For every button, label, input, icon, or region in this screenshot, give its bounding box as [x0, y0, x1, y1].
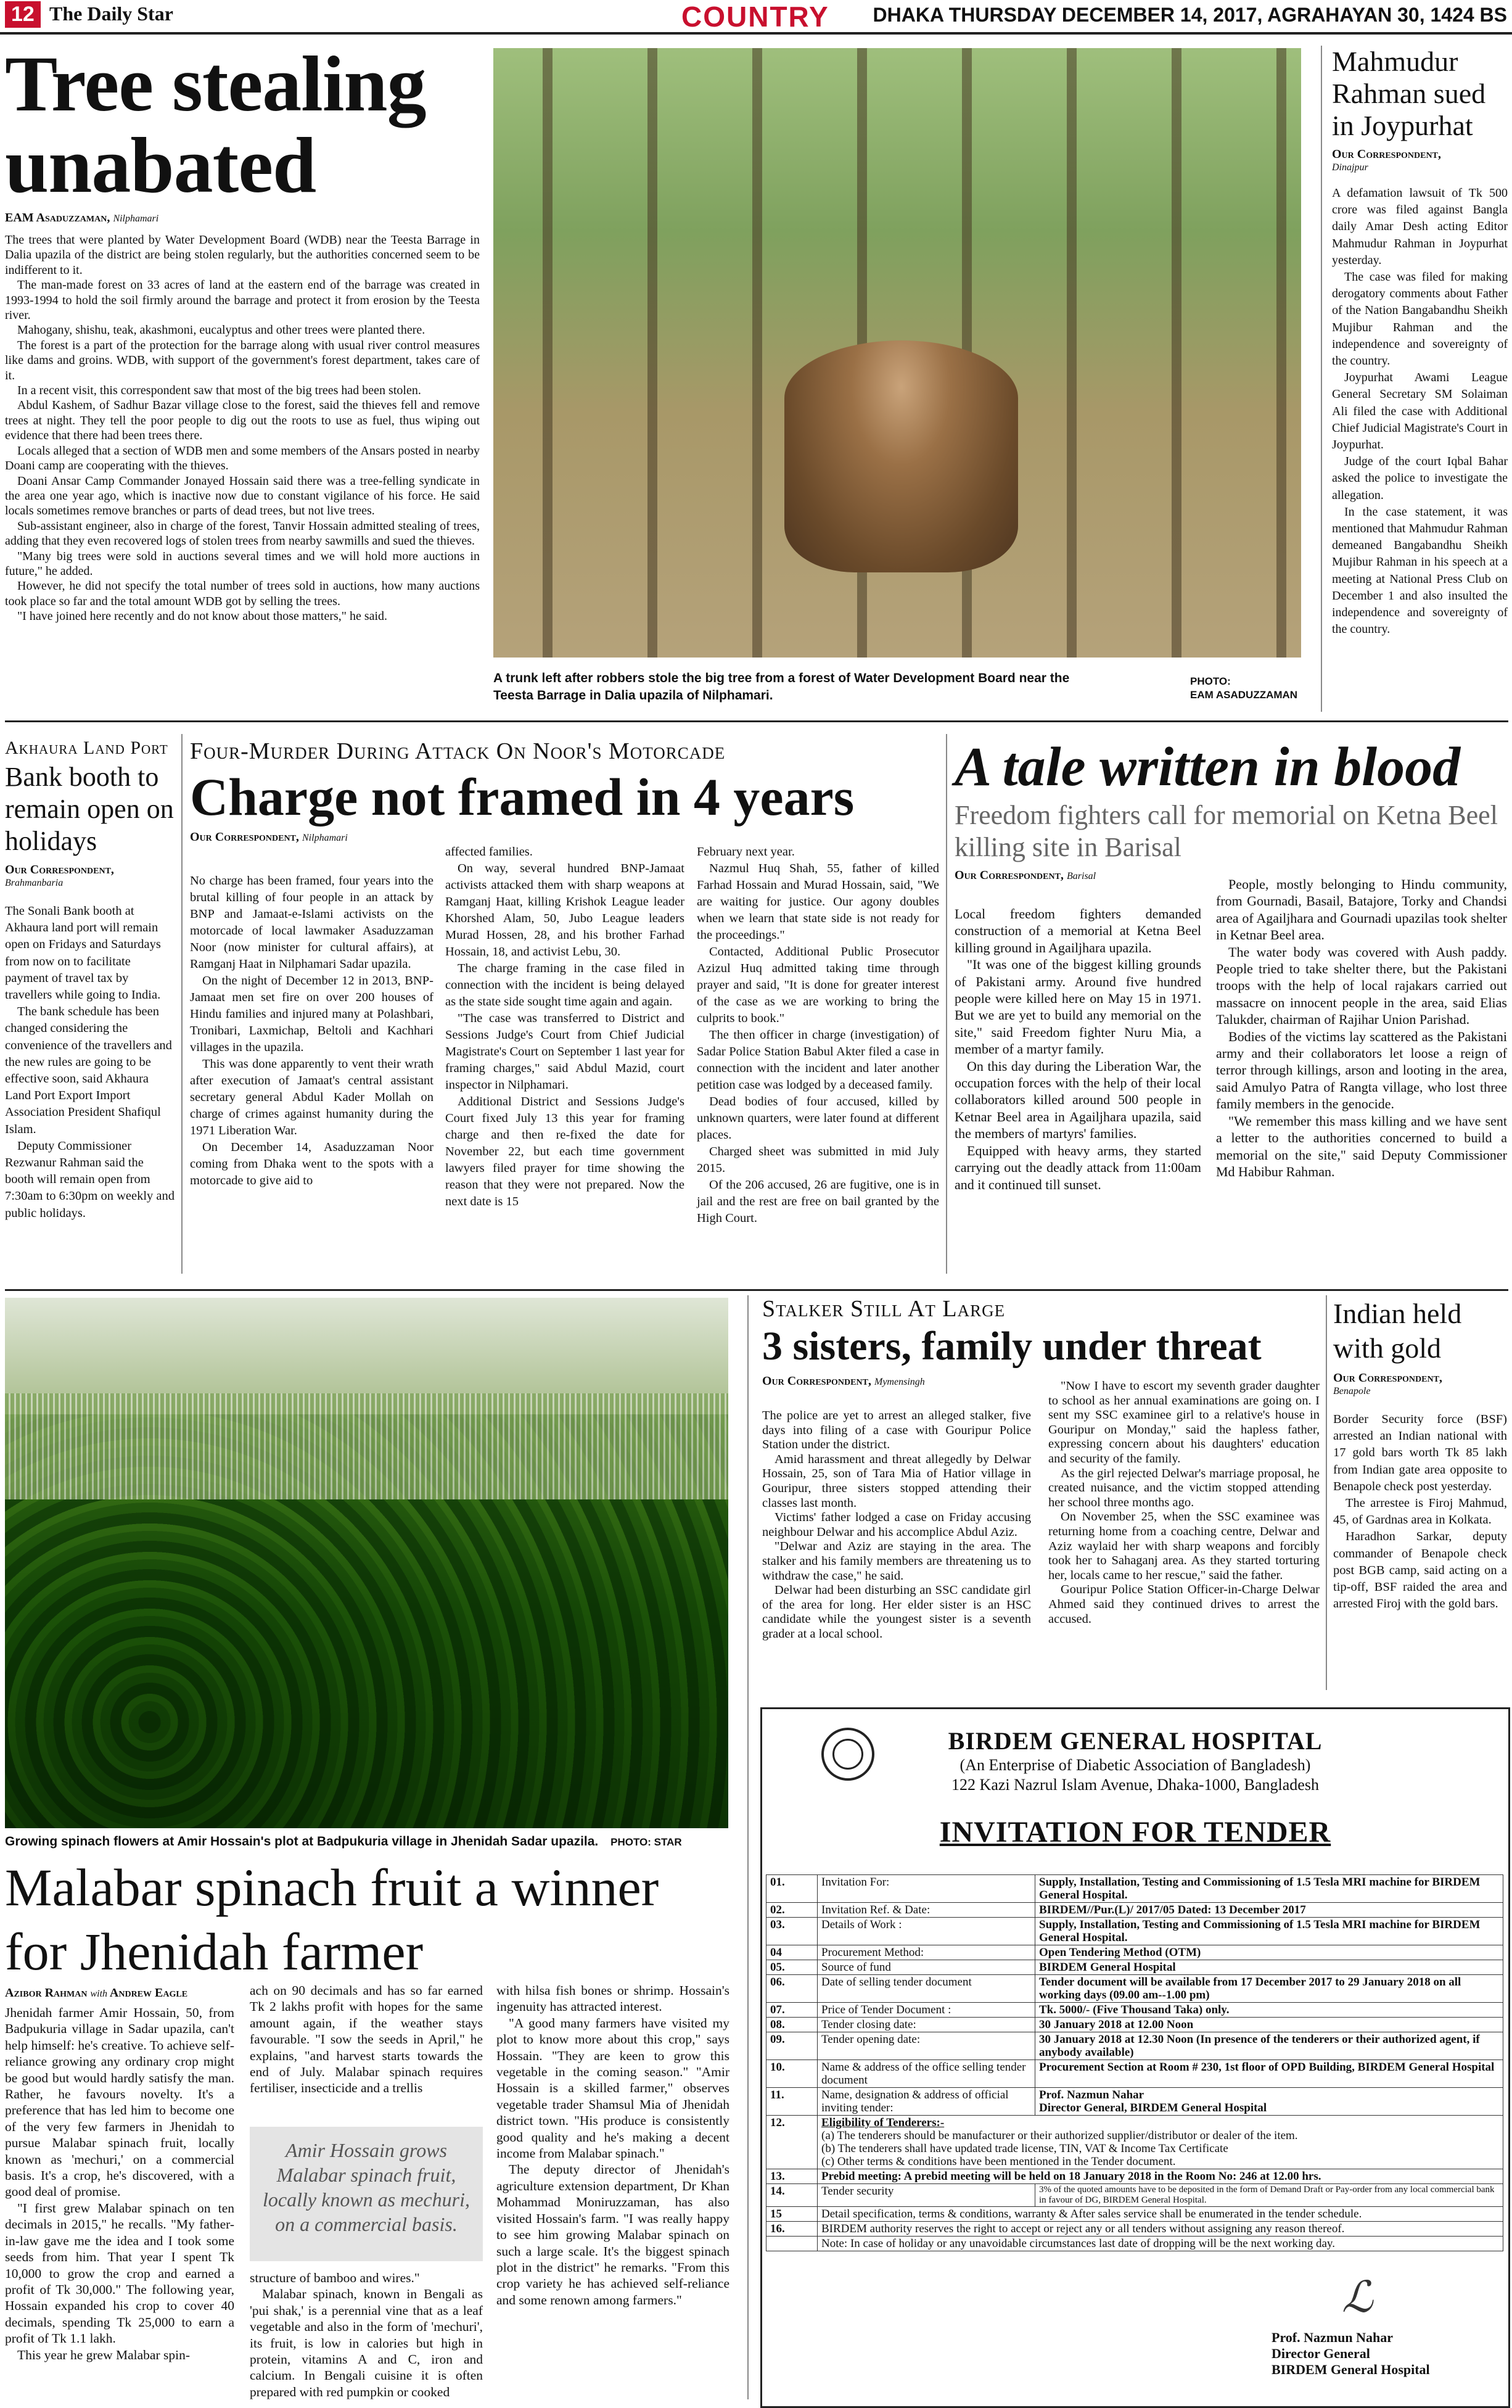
akhaura-body [5, 903, 175, 1222]
tree-body [5, 233, 480, 624]
tender-note-row [766, 2237, 1503, 2251]
tender-cell: 13. [766, 2169, 818, 2184]
paragraph: Victims' father lodged a case on Friday accusing neighbour Delwar and his accomplice Abdul Aziz. [762, 1511, 1031, 1539]
paragraph: "The case was transferred to District and Sessions Judge's Court from Chief Judicial Magistrate's Court on September 1 last year for framing charges," said Abdul Mazid, court inspector in Nilphamari. [445, 1012, 684, 1092]
indian-byline: Our Correspondent, [1333, 1371, 1442, 1385]
indian-article [1333, 1297, 1507, 1612]
hospital-name: BIRDEM GENERAL HOSPITAL [948, 1727, 1323, 1755]
blood-subhead: Freedom fighters call for memorial on Ketna Beel killing site in Barisal [955, 800, 1498, 862]
tender-cell: Prebid meeting: A prebid meeting will be held on 18 January 2018 in the Room No: 246 at 12.00 hrs. [818, 2169, 1503, 2184]
paragraph: The forest is a part of the protection for the barrage along with usual river control measures like dams and groins. WDB, with support of the government's forest department, takes care of it. [5, 338, 480, 382]
paragraph: As the girl rejected Delwar's marriage proposal, he created nuisance, and the victim stopped attending her school three months ago. [1048, 1466, 1320, 1509]
paragraph: The police are yet to arrest an alleged stalker, five days into filing of a case with Gouripur Police Station under the district. [762, 1409, 1031, 1452]
tender-row [766, 1918, 1503, 1945]
tender-row [766, 2207, 1503, 2222]
tender-cell: Tender document will be available from 17 December 2017 to 29 January 2018 on all working days (09.00 am--1.00 pm) [1035, 1975, 1503, 2003]
trellis-rows [5, 1393, 728, 1499]
indian-body [1333, 1411, 1507, 1612]
tender-title: INVITATION FOR TENDER [939, 1816, 1331, 1849]
spinach-caption [5, 1834, 733, 1849]
tender-cell: 05. [766, 1960, 818, 1975]
paragraph: The bank schedule has been changed considering the convenience of the travellers and the new rules are going to be effective soon, said Akhaura Land Port Export Import Association President Shafiqul Islam. [5, 1005, 172, 1136]
masthead [0, 0, 1512, 35]
signatory-org: BIRDEM General Hospital [1272, 2362, 1430, 2377]
tender-cell: 10. [766, 2060, 818, 2088]
paragraph: On way, several hundred BNP-Jamaat activists attacked them with sharp weapons at Ramganj Haat, killing Krishok League leader Khorshed Alam, 50, Jubo League leaders Murad Hossen, 28, and his brother Farhad Hossain, 18, and activist Lebu, 30. [445, 862, 684, 959]
paragraph: This year he grew Malabar spin- [17, 2347, 190, 2362]
stalker-byline: Our Correspondent, [762, 1374, 871, 1388]
spinach-byline [5, 1986, 187, 2000]
tender-cell: 09. [766, 2032, 818, 2060]
stalker-headline: 3 sisters, family under threat [762, 1324, 1262, 1369]
tender-table [766, 1874, 1503, 2251]
spinach-pullquote-box [250, 2127, 483, 2261]
paragraph: "Many big trees were sold in auctions several times and we will hold more auctions in future," he added. [5, 549, 480, 578]
column-rule [747, 1295, 749, 2399]
paragraph: On the night of December 12 in 2013, BNP-Jamaat men set fire on over 200 houses of Hindu families and injured many at Polashbari, Tronibari, Laxmichap, Beltoli and Kachhari villages in the upazila. [190, 974, 433, 1054]
forest-stump-photo [493, 48, 1301, 658]
stalker-article [762, 1295, 1317, 1388]
tender-cell: Supply, Installation, Testing and Commissioning of 1.5 Tesla MRI machine for BIRDEM General Hospital. [1035, 1875, 1503, 1903]
akhaura-headline: Bank booth to remain open on holidays [5, 762, 174, 856]
blood-byline: Our Correspondent, [955, 868, 1064, 882]
paragraph: Of the 206 accused, 26 are fugitive, one is in jail and the rest are free on bail granted by the High Court. [697, 1178, 939, 1225]
paragraph: The man-made forest on 33 acres of land at the eastern end of the barrage was created in 1993-1994 to hold the soil firmly around the barrage and protect it from erosion by the Teesta river. [5, 278, 480, 323]
signatory-name: Prof. Nazmun Nahar [1272, 2330, 1393, 2345]
noor-column-3 [697, 844, 939, 1227]
stalker-byline-location: Mymensingh [874, 1377, 925, 1387]
tender-cell: Procurement Section at Room # 230, 1st floor of OPD Building, BIRDEM General Hospital [1035, 2060, 1503, 2088]
spinach-column-2-top [250, 1982, 483, 2097]
paragraph: "A good many farmers have visited my plot to know more about this crop," says Hossain. "They are keen to grow this vegetable in the coming season." "Amir Hossain is a skilled farmer," observes vegetable trader Shamsul Mia of Jhenidah district town. "His produce is consistently good quality and he's making a decent income from Malabar spinach." [496, 2015, 729, 2161]
tender-cell: 11. [766, 2088, 818, 2116]
paragraph: The deputy director of Jhenidah's agriculture extension department, Dr Khan Mohammad Moniruzzaman, has also visited Hossain's farm. "I was really happy to see him growing Malabar spinach on such a large scale. It's the biggest spinach plot in the district" he remarks. "From this crop variety he has achieved self-reliance and some renown among farmers." [496, 2162, 729, 2307]
paragraph: Border Security force (BSF) arrested an Indian national with 17 gold bars worth Tk 85 lakh from Indian gate area opposite to Benapole check post yesterday. [1333, 1412, 1507, 1493]
noor-column-2 [445, 844, 684, 1210]
tender-cell: 12. [766, 2116, 818, 2169]
tender-row [766, 2018, 1503, 2032]
eligibility-item: (c) Other terms & conditions have been mentioned in the Tender document. [821, 2155, 1176, 2168]
tender-row [766, 2032, 1503, 2060]
paragraph: Charged sheet was submitted in mid July 2015. [697, 1145, 939, 1175]
paragraph: This was done apparently to vent their wrath after execution of Jamaat's central assistant secretary general Abdul Kader Mollah on charge of crimes against humanity during the 1971 Liberation War. [190, 1057, 433, 1137]
spinach-byline-with: with [90, 1989, 108, 1999]
spinach-pullquote: Amir Hossain grows Malabar spinach fruit, locally known as mechuri, on a commercial basis. [263, 2139, 470, 2235]
paragraph: In a recent visit, this correspondent saw that most of the big trees had been stolen. [17, 384, 421, 398]
tender-row [766, 1975, 1503, 2003]
stalker-column-2 [1048, 1379, 1320, 1627]
spinach-caption-text: Growing spinach flowers at Amir Hossain's plot at Badpukuria village in Jhenidah Sadar upazila. [5, 1834, 599, 1849]
tender-cell: 3% of the quoted amounts have to be deposited in the form of Demand Draft or Pay-order from any local commercial bank in favour of DG, BIRDEM General Hospital. [1035, 2184, 1503, 2207]
tender-cell: 14. [766, 2184, 818, 2207]
column-rule [946, 734, 947, 1274]
spinach-byline-b: Andrew Eagle [109, 1986, 188, 2000]
tree-byline-location: Nilphamari [113, 213, 159, 224]
tender-row [766, 1960, 1503, 1975]
spinach-photo-credit: PHOTO: STAR [610, 1836, 682, 1848]
paragraph: affected families. [445, 845, 533, 859]
mahmudur-article [1332, 46, 1508, 638]
paragraph: with hilsa fish bones or shrimp. Hossain's ingenuity has attracted interest. [496, 1983, 729, 2014]
tender-cell [818, 2116, 1503, 2169]
photo-credit-label: PHOTO: [1190, 675, 1231, 687]
page-number: 12 [5, 1, 41, 28]
stalker-column-1 [762, 1409, 1031, 1642]
tender-cell: Procurement Method: [818, 1945, 1035, 1960]
blood-column-2 [1216, 876, 1507, 1180]
tender-cell: Tender security [818, 2184, 1035, 2207]
mahmudur-byline: Our Correspondent, [1332, 147, 1441, 161]
paragraph: Nazmul Huq Shah, 55, father of killed Farhad Hossain and Murad Hossain, said, "We are waiting for justice. Our agony doubles when we learn that state side is not ready for the proceedings." [697, 862, 939, 942]
noor-article [190, 738, 939, 844]
akhaura-article [5, 738, 175, 1222]
paragraph: Joypurhat Awami League General Secretary SM Solaiman Ali filed the case with Additional Chief Judicial Magistrate's Court in Joypurhat. [1332, 371, 1508, 452]
tender-cell [766, 2237, 818, 2251]
akhaura-byline-location: Brahmanbaria [5, 878, 64, 888]
paragraph: People, mostly belonging to Hindu community, from Gournadi, Basail, Batajore, Torky and Chandsi area of Agailjhara and Gournadi upazilas took shelter in Ketnar Beel area. [1216, 876, 1507, 943]
hospital-enterprise: (An Enterprise of Diabetic Association of Bangladesh) [959, 1756, 1311, 1774]
tender-cell: BIRDEM authority reserves the right to accept or reject any or all tenders without assigning any reason thereof. [818, 2222, 1503, 2237]
paragraph: Local freedom fighters demanded construction of a memorial at Ketna Beel killing ground in Agailjhara upazila. [955, 906, 1201, 955]
paragraph: Judge of the court Iqbal Bahar asked the police to investigate the allegation. [1332, 455, 1508, 502]
photo-credit-name: EAM ASADUZZAMAN [1190, 689, 1298, 701]
tender-row-eligibility [766, 2116, 1503, 2169]
tender-row [766, 1903, 1503, 1918]
spinach-byline-a: Azibor Rahman [5, 1986, 88, 2000]
tender-row [766, 2088, 1503, 2116]
tender-row [766, 2184, 1503, 2207]
tender-advertisement [760, 1707, 1510, 2408]
paragraph: On December 14, Asaduzzaman Noor coming from Dhaka went to the spots with a motorcade to give aid to [190, 1140, 433, 1187]
spinach-column-1 [5, 2005, 234, 2363]
forest-photo-credit [1190, 675, 1297, 702]
blood-column-1 [955, 905, 1201, 1193]
paragraph: Equipped with heavy arms, they started carrying out the deadly attack from 11:00am and it continued till sunset. [955, 1142, 1201, 1192]
tender-cell: Invitation For: [818, 1875, 1035, 1903]
noor-kicker: Four-Murder During Attack On Noor's Motorcade [190, 738, 726, 764]
column-rule [181, 734, 183, 1274]
tender-row [766, 1945, 1503, 1960]
mahmudur-headline: Mahmudur Rahman sued in Joypurhat [1332, 46, 1486, 141]
stalker-kicker: Stalker Still At Large [762, 1296, 1006, 1322]
indian-headline: Indian held with gold [1333, 1298, 1462, 1364]
tender-cell: Tk. 5000/- (Five Thousand Taka) only. [1035, 2003, 1503, 2018]
paragraph: The case was filed for making derogatory comments about Father of the Nation Bangabandhu Sheikh Mujibur Rahman and the independence and sovereignty of the country. [1332, 270, 1508, 368]
blood-byline-location: Barisal [1067, 871, 1096, 881]
paragraph: On this day during the Liberation War, the occupation forces with the help of their local collaborators killed around 500 people in Ketnar Beel area in Agailjhara upazila, said the members of martyrs' families. [955, 1058, 1201, 1142]
noor-headline: Charge not framed in 4 years [190, 767, 855, 827]
column-rule [1326, 1295, 1327, 1690]
paragraph: Locals alleged that a section of WDB men and some members of the Ansars posted in nearby Doani camp are cooperating with the thieves. [5, 443, 480, 473]
mahmudur-body [1332, 185, 1508, 638]
tender-cell: Date of selling tender document [818, 1975, 1035, 2003]
paragraph: Abdul Kashem, of Sadhur Bazar village close to the forest, said the thieves fell and remove trees at night. They tell the poor people to dig out the roots to use as fuel, thus wiping out evidence that there had been trees there. [5, 398, 480, 443]
noor-byline: Our Correspondent, [190, 830, 299, 844]
tender-cell: Detail specification, terms & conditions, warranty & After sales service shall be enumerated in the tender schedule. [818, 2207, 1503, 2222]
paragraph: The water body was covered with Aush paddy. People tried to take shelter there, but the Pakistani troops with the help of local rajakars carried out massacre on innocent people in the area, said Elias Talukder, chairman of Rajihar Union Parishad. [1216, 944, 1507, 1028]
tender-cell: 04 [766, 1945, 818, 1960]
paragraph: "It was one of the biggest killing grounds of Pakistani army. Around five hundred people were killed here on May 15 in 1971. But we are yet to build any memorial on the site," said Freedom fighter Nuru Mia, a member of a martyr family. [955, 957, 1201, 1057]
dateline: DHAKA THURSDAY DECEMBER 14, 2017, AGRAHAYAN 30, 1424 BS [873, 4, 1507, 26]
forest-photo-caption: A trunk left after robbers stole the big tree from a forest of Water Development Board near the Teesta Barrage in Dalia upazila of Nilphamari. [493, 671, 1070, 703]
tender-row [766, 1875, 1503, 1903]
paragraph: Contacted, Additional Public Prosecutor Azizul Huq admitted taking time through prayer and said, "It is done for greater interest of the case as we are working to bring the culprits to book." [697, 945, 939, 1025]
tender-cell: 07. [766, 2003, 818, 2018]
paragraph: However, he did not specify the total number of trees sold in auctions, how many auctions took place so far and the total amount WDB got by selling the trees. [5, 579, 480, 608]
tender-cell: Supply, Installation, Testing and Commissioning of 1.5 Tesla MRI machine for BIRDEM General Hospital. [1035, 1918, 1503, 1945]
spinach-photo [5, 1298, 728, 1828]
tender-cell: Invitation Ref. & Date: [818, 1903, 1035, 1918]
paragraph: The then officer in charge (investigation) of Sadar Police Station Babul Akter filed a case in connection with the incident and later another petition case was lodged by a deceased family. [697, 1028, 939, 1092]
paragraph: Malabar spinach, known in Bengali as 'pui shak,' is a perennial vine that as a leaf vegetable and also in the form of 'mechuri', its fruit, is low in calories but high in protein, vitamins A and C, iron and calcium. In Bengali cuisine it is often prepared with red pumpkin or cooked [250, 2286, 483, 2399]
paragraph: The arrestee is Firoj Mahmud, 45, of Gardnas area in Kolkata. [1333, 1496, 1507, 1527]
paragraph: Additional District and Sessions Judge's Court fixed July 13 this year for framing charge and then re-fixed the date for November 22, but each time government lawyers filed prayer for time showing the reason that they were not prepared. Now the next date is 15 [445, 1095, 684, 1208]
tender-cell: Note: In case of holiday or any unavoidable circumstances last date of dropping will be the next working day. [818, 2237, 1503, 2251]
paragraph: The charge framing in the case filed in connection with the incident is being delayed as the state side sought time again and again. [445, 962, 684, 1008]
tree-headline: Tree stealing unabated [5, 40, 426, 209]
tender-signature [1249, 2330, 1496, 2378]
section-rule [5, 1289, 1508, 1291]
hospital-address: 122 Kazi Nazrul Islam Avenue, Dhaka-1000, Bangladesh [951, 1776, 1319, 1794]
tender-cell: 30 January 2018 at 12.30 Noon (In presence of the tenderers or their authorized agent, if anybody available) [1035, 2032, 1503, 2060]
paragraph: structure of bamboo and wires." [250, 2270, 420, 2285]
signature-mark: ℒ [1342, 2274, 1373, 2322]
paragraph: In the case statement, it was mentioned that Mahmudur Rahman demeaned Bangabandhu Sheikh Mujibur Rahman in his speech at a meeting at National Press Club on December 1 and also insulted the independence and sovereignty of the country. [1332, 505, 1508, 637]
signatory-title: Director General [1272, 2346, 1370, 2361]
noor-byline-location: Nilphamari [302, 833, 348, 843]
blood-article [955, 738, 1510, 883]
paragraph: February next year. [697, 845, 795, 859]
paragraph: "I have joined here recently and do not know about those matters," he said. [17, 609, 388, 624]
paragraph: On November 25, when the SSC examinee was returning home from a coaching centre, Delwar and Aziz waylaid her with sharp weapons and forcibly took her to Sahaganj area. As they started torturing her, locals came to her rescue," said the father. [1048, 1510, 1320, 1582]
noor-column-1 [190, 873, 433, 1189]
tender-cell: Tender closing date: [818, 2018, 1035, 2032]
tender-row [766, 2222, 1503, 2237]
paragraph: Haradhon Sarkar, deputy commander of Benapole check post BGB camp, said acting on a tip-off, BSF raided the area and arrested Firoj with the gold bars. [1333, 1530, 1507, 1611]
section-name: COUNTRY [681, 1, 829, 33]
tender-cell: 08. [766, 2018, 818, 2032]
indian-byline-location: Benapole [1333, 1386, 1371, 1396]
paragraph: Doani Ansar Camp Commander Jonayed Hossain said there was a tree-felling syndicate in the area one year ago, which is inactive now due to constant vigilance of his force. He said locals sometimes remove branches or parts of dead trees, but not live trees. [5, 474, 480, 518]
paragraph: Sub-assistant engineer, also in charge of the forest, Tanvir Hossain admitted stealing of trees, adding that they even recovered logs of stolen trees from nearby sawmills and sued the thieves. [5, 519, 480, 548]
mahmudur-byline-location: Dinajpur [1332, 162, 1368, 173]
tender-row [766, 2060, 1503, 2088]
eligibility-item: (b) The tenderers shall have updated trade license, TIN, VAT & Income Tax Certificate [821, 2142, 1228, 2155]
akhaura-byline: Our Correspondent, [5, 863, 114, 876]
paragraph: Gouripur Police Station Officer-in-Charge Delwar Ahmed said they continued drives to arrest the accused. [1048, 1583, 1320, 1626]
eligibility-title: Eligibility of Tenderers:- [821, 2116, 945, 2129]
spinach-column-3 [496, 1982, 729, 2308]
paragraph: Jhenidah farmer Amir Hossain, 50, from Badpukuria village in Sadar upazila, can't help himself: he's creative. To achieve self-reliance growing any ordinary crop might be good but would hardly satisfy the man. Rather, he favours novelty. It's a preference that has led him to become one of the very few farmers in Jhenidah to pursue Malabar spinach fruit, locally known as 'mechuri,' on a commercial basis. It's a crop, he's discovered, with a good deal of promise. [5, 2005, 234, 2200]
section-rule [5, 720, 1508, 722]
paragraph: The trees that were planted by Water Development Board (WDB) near the Teesta Barrage in Dalia upazila of the district are being stolen regularly, but the authorities concerned seem to be indifferent to it. [5, 233, 480, 277]
paragraph: Deputy Commissioner Rezwanur Rahman said the booth will remain open from 7:30am to 6:30pm on weekly and public holidays. [5, 1139, 175, 1220]
paragraph: Delwar had been disturbing an SSC candidate girl of the area for long. Her elder sister is an HSC candidate while the youngest sister is a seventh grader at a local school. [762, 1583, 1031, 1641]
paragraph: Amid harassment and threat allegedly by Delwar Hossain, 25, son of Tara Mia of Hatior village in Gouripur, three sisters stopped attending their classes last month. [762, 1452, 1031, 1510]
paragraph: Mahogany, shishu, teak, akashmoni, eucalyptus and other trees were planted there. [17, 323, 425, 337]
paragraph: "We remember this mass killing and we have sent a letter to the authorities concerned to build a memorial on the site," said Deputy Commissioner Md Habibur Rahman. [1216, 1113, 1507, 1179]
paragraph: "Now I have to escort my seventh grader daughter to school as her annual examinations are going on. I sent my SSC examinee girl to a relative's house in Gouripur on Monday," said the hapless father, expressing concern about his daughters' education and security of the family. [1048, 1379, 1320, 1466]
tree-article [5, 40, 480, 624]
tender-cell: 30 January 2018 at 12.00 Noon [1035, 2018, 1503, 2032]
paragraph: ach on 90 decimals and has so far earned Tk 2 lakhs profit with hopes for the same amount again, if the weather stays favourable. "I sow the seeds in April," he explains, "and harvest starts towards the end of July. Malabar spinach requires fertiliser, insecticide and a trellis [250, 1983, 483, 2096]
tree-stump [784, 340, 1019, 572]
paper-name: The Daily Star [49, 2, 173, 25]
tender-cell: Tender opening date: [818, 2032, 1035, 2060]
paragraph: Bodies of the victims lay scattered as the Pakistani army and their collaborators let loose a reign of terror through killings, arson and looting in the area, said Amulyo Patra of Rangta village, who lost three family members in the genocide. [1216, 1028, 1507, 1112]
tender-row [766, 2003, 1503, 2018]
tender-cell: Name & address of the office selling tender document [818, 2060, 1035, 2088]
spinach-column-2-bottom [250, 2270, 483, 2400]
tender-cell: 02. [766, 1903, 818, 1918]
paragraph: The Sonali Bank booth at Akhaura land port will remain open on Fridays and Saturdays from now on to facilitate payment of travel tax by travellers while going to India. [5, 904, 161, 1002]
tender-cell: 16. [766, 2222, 818, 2237]
paragraph: Dead bodies of four accused, killed by unknown quarters, were later found at different places. [697, 1095, 939, 1142]
tender-cell: 01. [766, 1875, 818, 1903]
tender-cell: 06. [766, 1975, 818, 2003]
paragraph: "I first grew Malabar spinach on ten decimals in 2015," he recalls. "My father-in-law gave me the idea and I took some seeds from him. That year I spent Tk 10,000 to grow the crop and earned a profit of Tk 30,000." The following year, Hossain expanded his crop to cover 40 decimals, spending Tk 25,000 to earn a profit of Tk 1.1 lakh. [5, 2200, 234, 2346]
tender-cell: Open Tendering Method (OTM) [1035, 1945, 1503, 1960]
akhaura-kicker: Akhaura Land Port [5, 738, 168, 758]
tender-cell: Name, designation & address of official inviting tender: [818, 2088, 1035, 2116]
eligibility-item: (a) The tenderers should be manufacturer or their authorized supplier/distributor or dealer of the item. [821, 2129, 1298, 2142]
tender-cell: Price of Tender Document : [818, 2003, 1035, 2018]
tender-cell: Prof. Nazmun Nahar Director General, BIRDEM General Hospital [1035, 2088, 1503, 2116]
tender-row [766, 2169, 1503, 2184]
spinach-headline: Malabar spinach fruit a winner for Jhenidah farmer [5, 1858, 659, 1981]
column-rule [1321, 46, 1322, 712]
paragraph: A defamation lawsuit of Tk 500 crore was filed against Bangla daily Amar Desh acting Editor Mahmudur Rahman in Joypurhat yesterday. [1332, 186, 1508, 267]
paragraph: No charge has been framed, four years into the brutal killing of four people in an attack by BNP and Jamaat-e-Islami activists on the motorcade of local lawmaker Asaduzzaman Noor (now minister for cultural affairs), at Ramganj Haat in Nilphamari Sadar upazila. [190, 874, 433, 971]
tree-byline: EAM Asaduzzaman, [5, 211, 110, 225]
tender-cell: Source of fund [818, 1960, 1035, 1975]
tender-cell: 03. [766, 1918, 818, 1945]
tender-cell: BIRDEM General Hospital [1035, 1960, 1503, 1975]
tender-cell: 15 [766, 2207, 818, 2222]
tender-cell: BIRDEM//Pur.(L)/ 2017/05 Dated: 13 December 2017 [1035, 1903, 1503, 1918]
blood-headline: A tale written in blood [955, 736, 1461, 798]
paragraph: "Delwar and Aziz are staying in the area. The stalker and his family members are threatening us to withdraw the case," he said. [762, 1540, 1031, 1583]
tender-cell: Details of Work : [818, 1918, 1035, 1945]
